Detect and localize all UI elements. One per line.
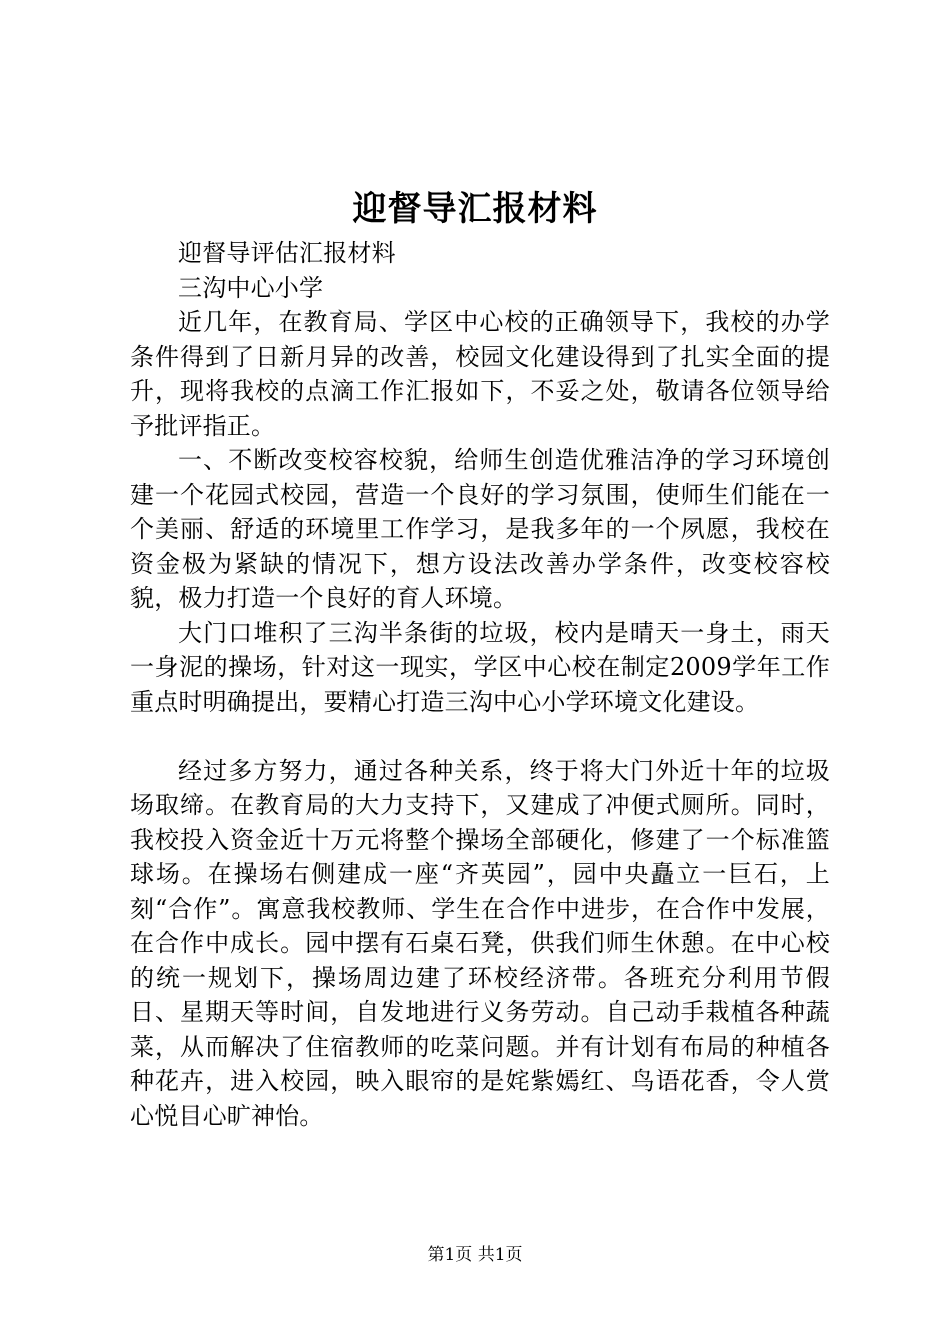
section-one-paragraph: 一、不断改变校容校貌，给师生创造优雅洁净的学习环境创建一个花园式校园，营造一个良好的学习氛围，使师生们能在一个美丽、舒适的环境里工作学习，是我多年的一个夙愿，我校在资金极为紧缺的情况下，想方设法改善办学条件，改变校容校貌，极力打造一个良好的育人环境。 <box>130 446 830 612</box>
intro-paragraph: 近几年，在教育局、学区中心校的正确领导下，我校的办学条件得到了日新月异的改善，校园文化建设得到了扎实全面的提升，现将我校的点滴工作汇报如下，不妥之处，敬请各位领导给予批评指正。 <box>130 308 830 440</box>
document-title: 迎督导汇报材料 <box>352 189 598 229</box>
subtitle-paragraph: 迎督导评估汇报材料 <box>178 239 396 267</box>
achievements-paragraph: 经过多方努力，通过各种关系，终于将大门外近十年的垃圾场取缔。在教育局的大力支持下，又建成了冲便式厕所。同时，我校投入资金近十万元将整个操场全部硬化，修建了一个标准篮球场。在操场右侧建成一座“齐英园”，园中央矗立一巨石，上刻“合作”。寓意我校教师、学生在合作中进步，在合作中发展，在合作中成长。园中摆有石桌石凳，供我们师生休憩。在中心校的统一规划下，操场周边建了环校经济带。各班充分利用节假日、星期天等时间，自发地进行义务劳动。自己动手栽植各种蔬菜，从而解决了住宿教师的吃菜问题。并有计划有布局的种植各种花卉，进入校园，映入眼帘的是姹紫嫣红、鸟语花香，令人赏心悦目心旷神怡。 <box>130 756 830 1130</box>
background-paragraph: 大门口堆积了三沟半条街的垃圾，校内是晴天一身土，雨天一身泥的操场，针对这一现实，学区中心校在制定2009学年工作重点时明确提出，要精心打造三沟中心小学环境文化建设。 <box>130 618 830 716</box>
page-footer: 第1页 共1页 <box>427 1245 523 1265</box>
school-name-paragraph: 三沟中心小学 <box>178 273 324 302</box>
document-body <box>130 236 830 1133</box>
